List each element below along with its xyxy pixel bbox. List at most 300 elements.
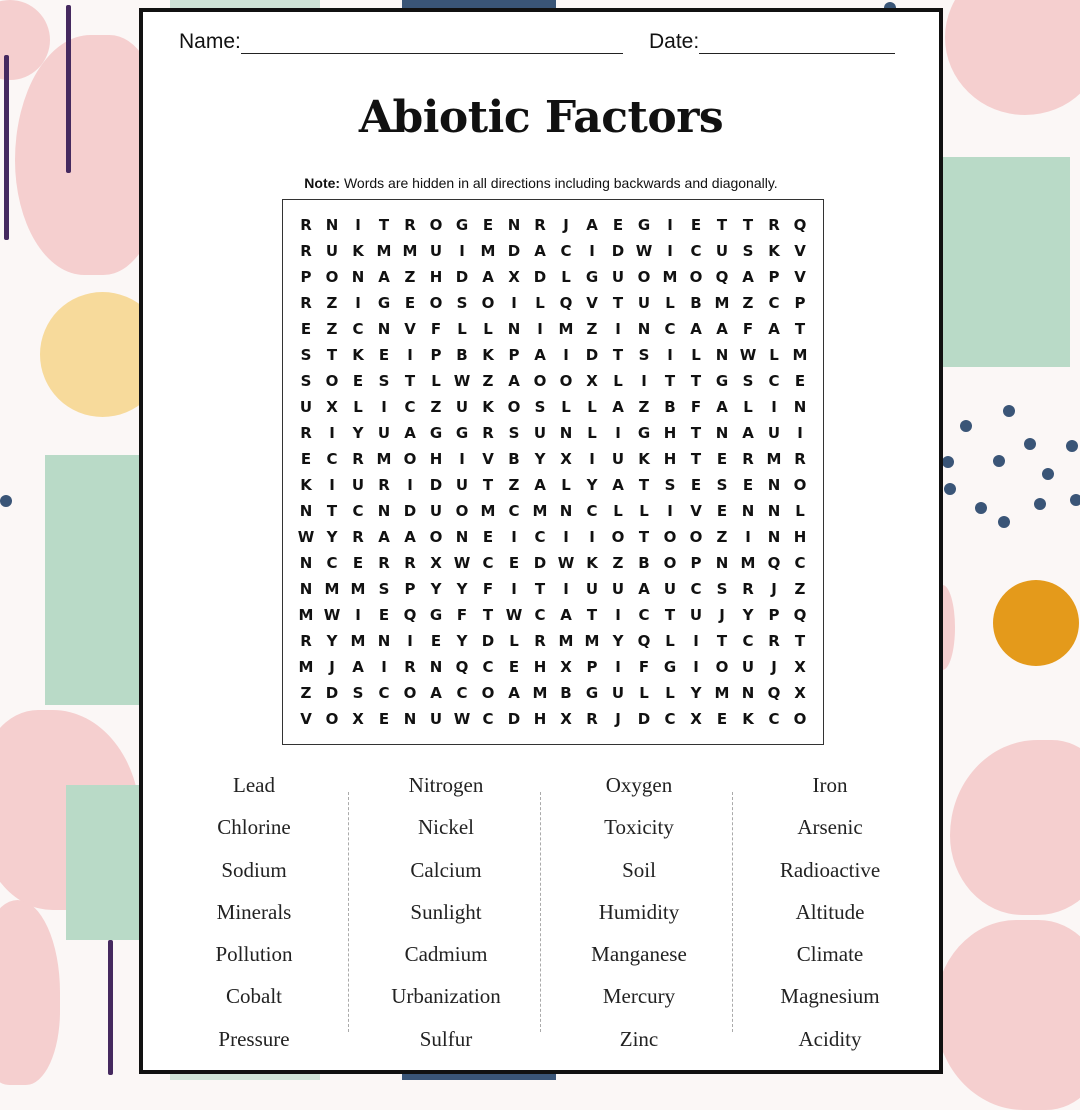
grid-letter[interactable]: L [353,398,363,416]
grid-letter[interactable]: M [584,632,600,650]
grid-letter[interactable]: I [797,424,803,442]
grid-letter[interactable]: S [378,372,390,390]
grid-letter[interactable]: I [329,476,335,494]
grid-letter[interactable]: G [637,216,651,234]
grid-letter[interactable]: D [507,710,521,728]
grid-letter[interactable]: M [714,684,730,702]
grid-letter[interactable]: U [325,242,339,260]
grid-letter[interactable]: K [482,346,494,364]
grid-letter[interactable]: I [355,606,361,624]
grid-letter[interactable]: X [352,710,364,728]
grid-letter[interactable]: O [533,372,547,390]
grid-letter[interactable]: B [560,684,572,702]
grid-letter[interactable]: N [715,554,729,572]
grid-letter[interactable]: G [429,424,443,442]
grid-letter[interactable]: M [532,502,548,520]
grid-letter[interactable]: L [587,398,597,416]
grid-letter[interactable]: M [766,450,782,468]
grid-letter[interactable]: A [742,268,754,286]
grid-letter[interactable]: Z [482,372,494,390]
grid-letter[interactable]: R [768,632,780,650]
grid-letter[interactable]: V [586,294,598,312]
grid-letter[interactable]: I [537,320,543,338]
grid-letter[interactable]: X [586,372,598,390]
grid-letter[interactable]: Z [300,684,312,702]
grid-letter[interactable]: M [558,320,574,338]
grid-letter[interactable]: Y [352,424,364,442]
grid-letter[interactable]: Z [794,580,806,598]
grid-letter[interactable]: A [716,398,728,416]
grid-letter[interactable]: O [559,372,573,390]
grid-letter[interactable]: S [456,294,468,312]
grid-letter[interactable]: T [638,528,650,546]
grid-letter[interactable]: X [690,710,702,728]
grid-letter[interactable]: O [325,268,339,286]
grid-letter[interactable]: M [714,294,730,312]
grid-letter[interactable]: C [482,554,494,572]
grid-letter[interactable]: O [793,710,807,728]
grid-letter[interactable]: C [326,450,338,468]
grid-letter[interactable]: T [690,372,702,390]
grid-letter[interactable]: C [508,502,520,520]
grid-letter[interactable]: A [404,528,416,546]
grid-letter[interactable]: C [456,684,468,702]
grid-letter[interactable]: N [507,320,521,338]
grid-letter[interactable]: C [742,632,754,650]
grid-letter[interactable]: L [561,398,571,416]
grid-letter[interactable]: D [481,632,495,650]
grid-letter[interactable]: M [376,242,392,260]
grid-letter[interactable]: Q [767,684,781,702]
grid-letter[interactable]: L [691,346,701,364]
grid-letter[interactable]: S [716,580,728,598]
grid-letter[interactable]: I [693,632,699,650]
grid-letter[interactable]: R [768,216,780,234]
grid-letter[interactable]: D [455,268,469,286]
grid-letter[interactable]: A [768,320,780,338]
grid-letter[interactable]: U [741,658,755,676]
grid-letter[interactable]: N [455,528,469,546]
grid-letter[interactable]: Y [326,528,338,546]
grid-letter[interactable]: I [355,294,361,312]
grid-letter[interactable]: E [716,450,728,468]
grid-letter[interactable]: X [560,710,572,728]
grid-letter[interactable]: Y [690,684,702,702]
grid-letter[interactable]: D [403,502,417,520]
grid-letter[interactable]: L [431,372,441,390]
grid-letter[interactable]: N [299,580,313,598]
grid-letter[interactable]: G [429,606,443,624]
grid-letter[interactable]: U [611,580,625,598]
grid-letter[interactable]: I [511,294,517,312]
grid-letter[interactable]: L [535,294,545,312]
grid-letter[interactable]: L [665,294,675,312]
grid-letter[interactable]: Z [586,320,598,338]
grid-letter[interactable]: P [690,554,702,572]
grid-letter[interactable]: N [325,216,339,234]
grid-letter[interactable]: D [585,346,599,364]
grid-letter[interactable]: T [742,216,754,234]
grid-letter[interactable]: Q [767,554,781,572]
grid-letter[interactable]: E [352,372,364,390]
grid-letter[interactable]: V [794,242,806,260]
grid-letter[interactable]: O [611,528,625,546]
grid-letter[interactable]: U [377,424,391,442]
grid-letter[interactable]: G [637,424,651,442]
grid-letter[interactable]: G [585,268,599,286]
grid-letter[interactable]: U [689,606,703,624]
grid-letter[interactable]: E [352,554,364,572]
name-blank-line[interactable] [241,33,623,54]
grid-letter[interactable]: H [429,450,443,468]
grid-letter[interactable]: I [329,424,335,442]
grid-letter[interactable]: E [482,528,494,546]
grid-letter[interactable]: Y [326,632,338,650]
grid-letter[interactable]: K [352,242,364,260]
grid-letter[interactable]: J [329,658,335,676]
grid-letter[interactable]: F [690,398,702,416]
grid-letter[interactable]: T [482,476,494,494]
grid-letter[interactable]: U [715,242,729,260]
grid-letter[interactable]: D [325,684,339,702]
grid-letter[interactable]: C [352,320,364,338]
grid-letter[interactable]: R [300,632,312,650]
grid-letter[interactable]: C [404,398,416,416]
grid-letter[interactable]: S [664,476,676,494]
grid-letter[interactable]: J [771,658,777,676]
grid-letter[interactable]: E [794,372,806,390]
grid-letter[interactable]: Z [404,268,416,286]
grid-letter[interactable]: L [561,476,571,494]
grid-letter[interactable]: O [455,502,469,520]
grid-letter[interactable]: O [663,528,677,546]
grid-letter[interactable]: A [612,398,624,416]
grid-letter[interactable]: E [378,606,390,624]
grid-letter[interactable]: Y [430,580,442,598]
grid-letter[interactable]: U [455,398,469,416]
date-blank-line[interactable] [699,33,895,54]
grid-letter[interactable]: U [611,684,625,702]
grid-letter[interactable]: T [794,320,806,338]
grid-letter[interactable]: B [508,450,520,468]
date-field[interactable] [649,30,895,54]
grid-letter[interactable]: M [298,606,314,624]
grid-letter[interactable]: X [794,658,806,676]
grid-letter[interactable]: C [664,320,676,338]
grid-letter[interactable]: N [299,502,313,520]
grid-letter[interactable]: O [689,268,703,286]
grid-letter[interactable]: U [767,424,781,442]
grid-letter[interactable]: S [352,684,364,702]
grid-letter[interactable]: I [615,606,621,624]
grid-letter[interactable]: M [740,554,756,572]
grid-letter[interactable]: N [507,216,521,234]
grid-letter[interactable]: E [482,216,494,234]
grid-letter[interactable]: P [508,346,520,364]
grid-letter[interactable]: P [404,580,416,598]
grid-letter[interactable]: B [690,294,702,312]
grid-letter[interactable]: E [378,346,390,364]
grid-letter[interactable]: C [794,554,806,572]
grid-letter[interactable]: R [378,476,390,494]
grid-letter[interactable]: N [741,684,755,702]
grid-letter[interactable]: T [664,606,676,624]
grid-letter[interactable]: L [613,372,623,390]
grid-letter[interactable]: O [403,450,417,468]
grid-letter[interactable]: G [455,424,469,442]
grid-letter[interactable]: T [794,632,806,650]
grid-letter[interactable]: R [742,450,754,468]
grid-letter[interactable]: U [351,476,365,494]
grid-letter[interactable]: I [615,424,621,442]
grid-letter[interactable]: C [352,502,364,520]
grid-letter[interactable]: G [585,684,599,702]
grid-letter[interactable]: E [716,710,728,728]
grid-letter[interactable]: A [508,684,520,702]
grid-letter[interactable]: I [407,632,413,650]
grid-letter[interactable]: N [377,632,391,650]
grid-letter[interactable]: L [509,632,519,650]
grid-letter[interactable]: T [326,502,338,520]
grid-letter[interactable]: A [586,216,598,234]
grid-letter[interactable]: L [639,502,649,520]
grid-letter[interactable]: K [638,450,650,468]
grid-letter[interactable]: P [794,294,806,312]
grid-letter[interactable]: O [793,476,807,494]
grid-letter[interactable]: N [767,528,781,546]
grid-letter[interactable]: W [453,372,471,390]
grid-letter[interactable]: M [792,346,808,364]
grid-letter[interactable]: Z [430,398,442,416]
grid-letter[interactable]: E [430,632,442,650]
grid-letter[interactable]: Z [612,554,624,572]
grid-letter[interactable]: M [298,658,314,676]
grid-letter[interactable]: I [459,450,465,468]
grid-letter[interactable]: H [663,450,677,468]
grid-letter[interactable]: I [459,242,465,260]
grid-letter[interactable]: C [638,606,650,624]
grid-letter[interactable]: X [326,398,338,416]
grid-letter[interactable]: L [613,502,623,520]
grid-letter[interactable]: N [767,476,781,494]
grid-letter[interactable]: I [381,398,387,416]
grid-letter[interactable]: I [589,450,595,468]
grid-letter[interactable]: Z [716,528,728,546]
grid-letter[interactable]: A [378,268,390,286]
grid-letter[interactable]: W [739,346,757,364]
grid-letter[interactable]: V [300,710,312,728]
grid-letter[interactable]: C [690,242,702,260]
grid-letter[interactable]: A [404,424,416,442]
grid-letter[interactable]: I [667,242,673,260]
grid-letter[interactable]: X [560,450,572,468]
name-field[interactable] [179,30,623,54]
grid-letter[interactable]: A [534,476,546,494]
grid-letter[interactable]: V [404,320,416,338]
grid-letter[interactable]: T [638,476,650,494]
grid-letter[interactable]: U [299,398,313,416]
grid-letter[interactable]: I [589,242,595,260]
grid-letter[interactable]: Q [455,658,469,676]
grid-letter[interactable]: A [430,684,442,702]
grid-letter[interactable]: Y [612,632,624,650]
grid-letter[interactable]: N [715,346,729,364]
grid-letter[interactable]: C [768,710,780,728]
grid-letter[interactable]: Z [742,294,754,312]
grid-letter[interactable]: A [378,528,390,546]
grid-letter[interactable]: U [429,502,443,520]
grid-letter[interactable]: N [377,320,391,338]
grid-letter[interactable]: N [637,320,651,338]
grid-letter[interactable]: N [429,658,443,676]
grid-letter[interactable]: O [637,268,651,286]
grid-letter[interactable]: I [641,372,647,390]
grid-letter[interactable]: R [404,554,416,572]
grid-letter[interactable]: A [612,476,624,494]
grid-letter[interactable]: E [742,476,754,494]
grid-letter[interactable]: H [663,424,677,442]
grid-letter[interactable]: I [667,502,673,520]
grid-letter[interactable]: R [300,294,312,312]
grid-letter[interactable]: B [664,398,676,416]
grid-letter[interactable]: U [455,476,469,494]
grid-letter[interactable]: K [742,710,754,728]
grid-letter[interactable]: M [324,580,340,598]
grid-letter[interactable]: T [586,606,598,624]
grid-letter[interactable]: R [534,216,546,234]
grid-letter[interactable]: C [690,580,702,598]
grid-letter[interactable]: O [429,294,443,312]
grid-letter[interactable]: R [534,632,546,650]
grid-letter[interactable]: O [429,216,443,234]
grid-letter[interactable]: E [690,476,702,494]
grid-letter[interactable]: E [508,554,520,572]
grid-letter[interactable]: T [716,216,728,234]
grid-letter[interactable]: R [404,216,416,234]
grid-letter[interactable]: E [716,502,728,520]
grid-letter[interactable]: A [534,242,546,260]
grid-letter[interactable]: S [300,346,312,364]
grid-letter[interactable]: V [794,268,806,286]
grid-letter[interactable]: P [768,268,780,286]
grid-letter[interactable]: E [404,294,416,312]
grid-letter[interactable]: N [377,502,391,520]
grid-letter[interactable]: M [480,242,496,260]
grid-letter[interactable]: O [325,372,339,390]
grid-letter[interactable]: E [612,216,624,234]
grid-letter[interactable]: A [482,268,494,286]
grid-letter[interactable]: O [429,528,443,546]
grid-letter[interactable]: R [300,216,312,234]
grid-letter[interactable]: T [664,372,676,390]
grid-letter[interactable]: U [429,242,443,260]
grid-letter[interactable]: R [352,450,364,468]
grid-letter[interactable]: O [403,684,417,702]
grid-letter[interactable]: I [563,580,569,598]
grid-letter[interactable]: S [716,476,728,494]
grid-letter[interactable]: M [532,684,548,702]
grid-letter[interactable]: L [743,398,753,416]
grid-letter[interactable]: M [350,632,366,650]
grid-letter[interactable]: S [300,372,312,390]
grid-letter[interactable]: H [533,658,547,676]
grid-letter[interactable]: W [557,554,575,572]
grid-letter[interactable]: I [511,580,517,598]
grid-letter[interactable]: C [482,710,494,728]
grid-letter[interactable]: P [430,346,442,364]
grid-letter[interactable]: T [612,346,624,364]
grid-letter[interactable]: J [719,606,725,624]
grid-letter[interactable]: U [663,580,677,598]
grid-letter[interactable]: F [742,320,754,338]
grid-letter[interactable]: Q [793,216,807,234]
grid-letter[interactable]: R [794,450,806,468]
grid-letter[interactable]: N [767,502,781,520]
grid-letter[interactable]: S [742,372,754,390]
grid-letter[interactable]: F [638,658,650,676]
grid-letter[interactable]: A [716,320,728,338]
grid-letter[interactable]: I [589,528,595,546]
grid-letter[interactable]: S [742,242,754,260]
grid-letter[interactable]: V [482,450,494,468]
grid-letter[interactable]: K [768,242,780,260]
grid-letter[interactable]: T [612,294,624,312]
grid-letter[interactable]: O [325,710,339,728]
grid-letter[interactable]: N [299,554,313,572]
grid-letter[interactable]: R [352,528,364,546]
grid-letter[interactable]: C [482,658,494,676]
grid-letter[interactable]: X [794,684,806,702]
grid-letter[interactable]: N [403,710,417,728]
grid-letter[interactable]: L [795,502,805,520]
grid-letter[interactable]: X [508,268,520,286]
grid-letter[interactable]: N [741,502,755,520]
grid-letter[interactable]: E [508,658,520,676]
grid-letter[interactable]: N [559,502,573,520]
grid-letter[interactable]: U [585,580,599,598]
grid-letter[interactable]: I [407,476,413,494]
grid-letter[interactable]: O [689,528,703,546]
grid-letter[interactable]: A [560,606,572,624]
grid-letter[interactable]: T [716,632,728,650]
grid-letter[interactable]: M [480,502,496,520]
grid-letter[interactable]: N [559,424,573,442]
grid-letter[interactable]: R [404,658,416,676]
grid-letter[interactable]: M [402,242,418,260]
grid-letter[interactable]: N [793,398,807,416]
grid-letter[interactable]: U [429,710,443,728]
grid-letter[interactable]: N [351,268,365,286]
grid-letter[interactable]: C [378,684,390,702]
grid-letter[interactable]: O [663,554,677,572]
grid-letter[interactable]: H [793,528,807,546]
grid-letter[interactable]: P [768,606,780,624]
grid-letter[interactable]: J [563,216,569,234]
grid-letter[interactable]: R [482,424,494,442]
grid-letter[interactable]: I [693,658,699,676]
grid-letter[interactable]: K [352,346,364,364]
grid-letter[interactable]: Q [403,606,417,624]
grid-letter[interactable]: T [404,372,416,390]
grid-letter[interactable]: O [507,398,521,416]
grid-letter[interactable]: E [300,320,312,338]
grid-letter[interactable]: Z [326,294,338,312]
grid-letter[interactable]: E [300,450,312,468]
grid-letter[interactable]: Q [559,294,573,312]
grid-letter[interactable]: I [667,346,673,364]
grid-letter[interactable]: L [665,632,675,650]
grid-letter[interactable]: I [563,528,569,546]
